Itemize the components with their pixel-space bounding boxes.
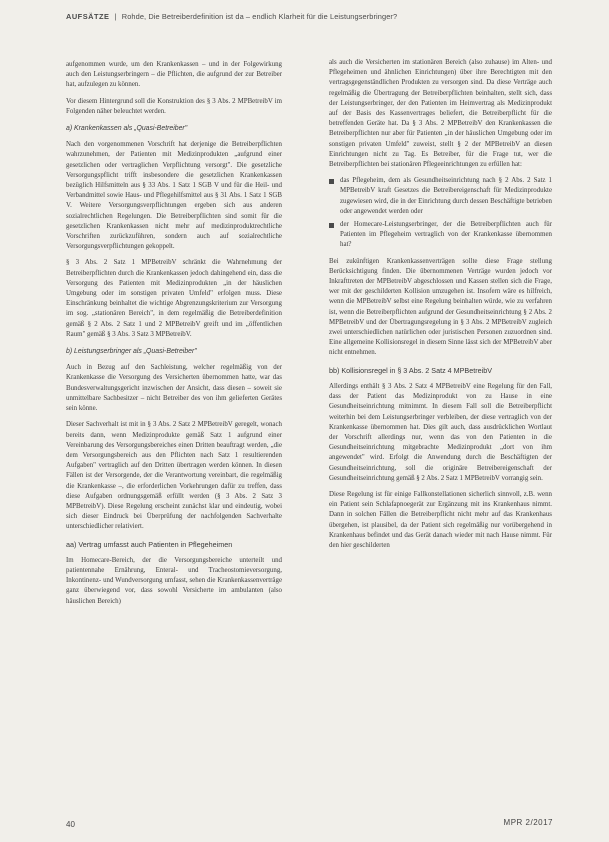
- right-column: [329, 58, 552, 557]
- subsubsection-heading: aa) Vertrag umfasst auch Patienten in Pflegeheimen: [66, 539, 233, 549]
- square-bullet-icon: [329, 179, 334, 184]
- paragraph: Im Homecare-Bereich, der die Versorgungsbereiche unterteilt und patientennahe Ernährung, Enteral- und Tracheostomieversorgung, Inkontinenz- und Wundversorgung umfasst, sehen die Krankenkassenverträge ganz überwiegend vor, dass sowohl Versicherte im ambulanten (also häuslichen Bereich): [66, 556, 282, 605]
- paragraph: Allerdings enthält § 3 Abs. 2 Satz 4 MPBetreibV eine Regelung für den Fall, dass der Patient das Medizinprodukt von zu Hause in eine Gesundheitseinrichtung mitnimmt. In diesem Fall soll die Betreiberpflicht weiterhin bei dem Leistungserbringer verbleiben, der diese vertraglich von der Krankenkasse übernommen hat. Dies gilt auch, dass ausdrücklichen Wortlaut der Vorschrift allerdings nur, wenn das von den Patienten in die Gesundheitseinrichtung mitgebrachte Medizinprodukt „dort von ihm angewendet" wird. Erfolgt die Anwendung durch die Beschäftigten der Gesundheitseinrichtung, soll die originäre Betreibereigenschaft der Gesundheitseinrichtung gemäß § 2 Abs. 2 Satz 1 MPBetreibV vorrangig sein.: [329, 382, 552, 482]
- list-item: [329, 176, 552, 217]
- paragraph: Vor diesem Hintergrund soll die Konstruktion des § 3 Abs. 2 MPBetreibV im Folgenden näher beleuchtet werden.: [66, 97, 282, 115]
- paragraph: Dieser Sachverhalt ist mit in § 3 Abs. 2 Satz 2 MPBetreibV geregelt, wonach bereits dann, wenn Medizinprodukte gemäß Satz 1 aufgrund einer Vereinbarung des Versorgungsbereiches einen Dritten beauftragt werden, „die dem Versorgungsbereich aus den Pflichten nach Satz 1 resultierenden Aufgaben" vertraglich auf den Dritten übertragen werden können. In diesen Fällen ist der Versorgende, der die Verantwortung vereinbart, die regelmäßig die Krankenkasse –, die erforderlichen Vorkehrungen dafür zu treffen, dass diese Aufgaben ordnungsgemäß erfüllt werden (§ 3 Abs. 2 Satz 3 MPBetreibV). Diese Regelung erscheint zunächst klar und eindeutig, wobei sich dieser Eindruck bei Überprüfung der nachfolgenden Sachverhalte unterschiedlicher relativiert.: [66, 421, 282, 531]
- paragraph: Auch in Bezug auf den Sachleistung, welcher regelmäßig von der Krankenkasse die Versorgung des Versicherten übernommen hatte, war das Bundesverwaltungsgericht inzwischen der Ansicht, dass diesen – soweit sie unmittelbare Sachbesitzer – nicht Betreiber des von ihm gelieferten Gerätes sein könne.: [66, 364, 282, 413]
- header-title: Rohde, Die Betreiberdefinition ist da – endlich Klarheit für die Leistungserbringer?: [121, 12, 398, 21]
- paragraph: Diese Regelung ist für einige Fallkonstellationen sicherlich sinnvoll, z.B. wenn ein Patient sein Schlafapnoegerät zur Ergänzung mit ins Krankenhaus nimmt. Dann in solchen Fällen die Betreiberpflicht nicht mehr auf das Krankenhaus übergehen, ist plausibel, da der Patient sich regelmäßig nur vorübergehend in Krankenhaus befindet und das Gerät danach wieder mit nach Hause nimmt. Für den hier geschilderten: [329, 490, 552, 549]
- paragraph: Nach den vorgenommenen Vorschrift hat derjenige die Betreiberpflichten wahrzunehmen, der Patienten mit Medizinprodukten „aufgrund einer gesetzlichen oder vertraglichen Verpflichtung versorgt". Die gesetzliche Versorgungspflicht trifft insbesondere die gesetzlichen Krankenkassen bezüglich Hilfsmitteln aus § 33 Abs. 1 Satz 1 SGB V und für die Heil- und Verbandmittel sowie Haus- und Pflegehilfsmittel aus § 31 Abs. 1 Satz 1 SGB V. Weitere Versorgungsverpflichtungen ergeben sich aus anderen sozialrechtlichen Regelungen. Die Betreiberpflichten sind somit für die gesetzlichen Krankenkassen nicht mehr auf medizinproduktrechtliche Vorschriften zurückzuführen, sondern auch auf sozialrechtliche Versorgungsverpflichtungen gekoppelt.: [66, 141, 282, 251]
- paragraph: Bei zukünftigen Krankenkassenverträgen sollte diese Frage stellung Berücksichtigung finden. Die übernommenen Verträge wurden jedoch vor Inkrafttreten der MPBetreibV abgeschlossen und Kassen stellen sich die Frage, wer mit der geschilderten Kollision umzugehen ist. Insofern wäre es hilfreich, wenn die MPBetreibV selbst eine Regelung beinhalten würde, wie zu verfahren ist, wenn die Betreiberpflichten aufgrund der Gesundheitseinrichtung § 2 Abs. 2 MPBetreibV und der Übertragungsregelung in § 3 Abs. 2 MPBetreibV zugleich zwei unterschiedlichen natürlichen oder juristischen Personen zuzuordnen sind. Eine allgemeine Kollisionsregel in diesem Sinne lässt sich der MPBetreibV aber nicht entnehmen.: [329, 257, 552, 357]
- subsection-heading: a) Krankenkassen als „Quasi-Betreiber": [66, 125, 188, 133]
- page-number: 40: [66, 820, 75, 829]
- journal-issue: MPR 2/2017: [503, 818, 553, 827]
- paragraph: aufgenommen wurde, um den Krankenkassen – und in der Folgewirkung auch den Leistungserbringern – die Pflichten, die aufgrund der zur Betreiber hat, aufzulegen zu können.: [66, 61, 282, 89]
- square-bullet-icon: [329, 223, 334, 228]
- subsubsection-heading: bb) Kollisionsregel in § 3 Abs. 2 Satz 4 MPBetreibV: [329, 365, 493, 375]
- list-item: [329, 220, 552, 251]
- header-separator: |: [114, 12, 117, 21]
- paragraph: § 3 Abs. 2 Satz 1 MPBetreibV schränkt die Wahrnehmung der Betreiberpflichten durch die Krankenkassen jedoch dahingehend ein, dass die Versorgung des Patienten mit Medizinprodukten „in der häuslichen Umgebung oder im sonstigen privaten Umfeld" erfolgen muss. Diese Einschränkung beinhaltet die wichtige Abgrenzungskriterium zur Versorgung im sog. „stationären Bereich", in dem regelmäßig die Betreiberdefinition gemäß § 2 Abs. 2 Satz 1 und 2 MPBetreibV greift und im „öffentlichen Raum" gemäß § 3 Abs. 3 Satz 3 MPBetreibV.: [66, 259, 282, 338]
- bullet-list: [329, 176, 552, 250]
- paragraph: als auch die Versicherten im stationären Bereich (also zuhause) im Alten- und Pflegeheimen und ähnlichen Einrichtungen) über ihre Berechtigten mit den vertragsgegenständlichen Produkten zu versorgen sind. Da diese Verträge auch regelmäßig die Übertragung der Betreiberpflichten beinhalten, stellt sich, dass der Leistungserbringer, der den Patienten im Heimvertrag als Medizinprodukt auf der Basis des Kassenvertrages beliefert, die Betreiberpflicht für die betreffenden Geräte hat. Da § 3 Abs. 2 MPBetreibV den Krankenkassen die Betreiberpflichten nur aber für Patienten „in der häuslichen Umgebung oder im sonstigen privaten Umfeld" zuweist, stellt § 2 der MPBetreibV an diesen Einrichtungen nicht zu Tag. Es Betreiber, für die Frage tut, wer die Betreiberpflichten bei stationären Pflegeeinrichtungen zu erfüllen hat:: [329, 59, 552, 169]
- list-item-text: das Pflegeheim, dem als Gesundheitseinrichtung nach § 2 Abs. 2 Satz 1 MPBetreibV kraft Gesetzes die Betreibereigenschaft für Medizinprodukte zugewiesen wird, die in der Einrichtung durch dessen Beschäftigte betrieben oder angewendet werden oder: [340, 177, 552, 215]
- running-header: [66, 12, 556, 26]
- left-column: [66, 60, 282, 613]
- subsection-heading: b) Leistungserbringer als „Quasi-Betreiber": [66, 348, 197, 356]
- list-item-text: der Homecare-Leistungserbringer, der die Betreiberpflichten auch für Patienten im Pflegeheim vertraglich von der Krankenkasse übernommen hat?: [340, 221, 552, 249]
- header-section: AUFSÄTZE: [66, 12, 110, 21]
